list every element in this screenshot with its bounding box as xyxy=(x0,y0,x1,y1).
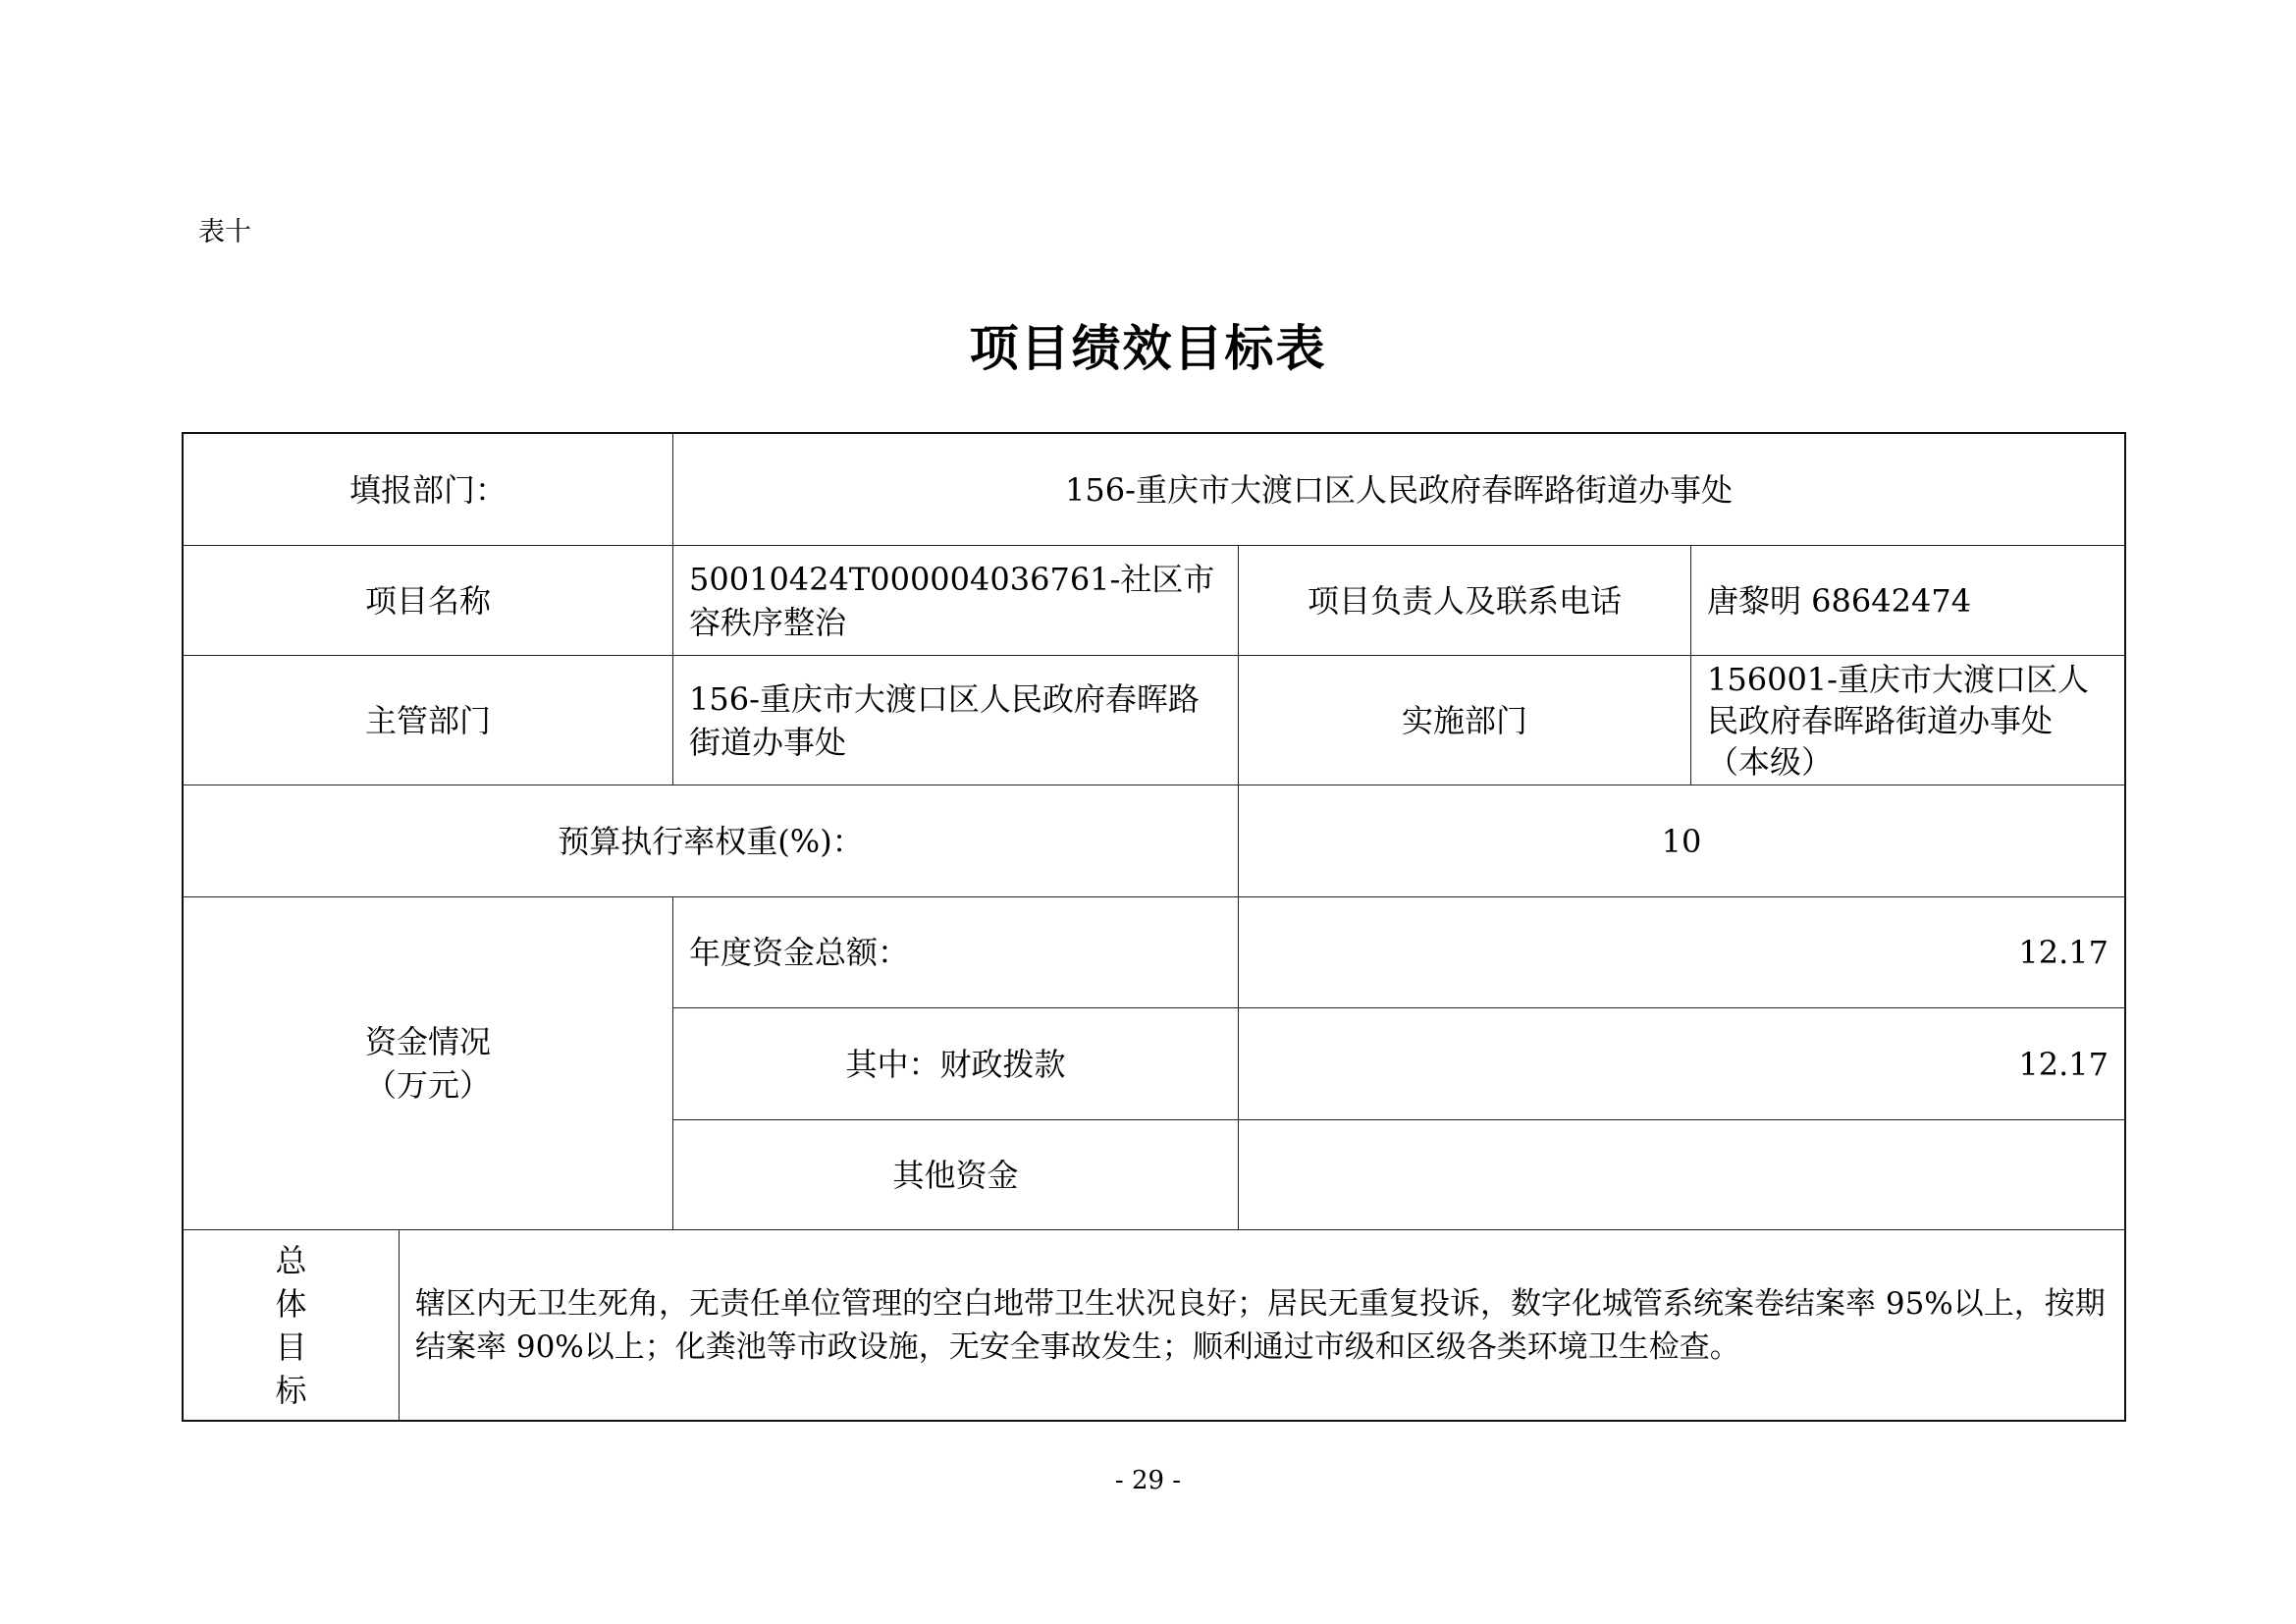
goal-label-char: 总 xyxy=(275,1242,307,1279)
overall-goal-text: 辖区内无卫生死角，无责任单位管理的空白地带卫生状况良好；居民无重复投诉，数字化城管系统案卷结案率 95%以上，按期结案率 90%以上；化粪池等市政设施，无安全事故发生；顺利通过市级和区级各类环境卫生检查。 xyxy=(399,1229,2125,1422)
implementing-dept-label: 实施部门 xyxy=(1238,655,1691,785)
goal-label-char: 标 xyxy=(275,1372,307,1409)
overall-goal-label xyxy=(183,1229,400,1422)
funds-label-line1: 资金情况 xyxy=(364,1023,491,1060)
project-name-value: 50010424T000004036761-社区市容秩序整治 xyxy=(672,545,1239,656)
other-funds-value xyxy=(1238,1119,2125,1230)
contact-label: 项目负责人及联系电话 xyxy=(1238,545,1691,656)
fiscal-label: 其中：财政拨款 xyxy=(672,1007,1239,1120)
goal-label-char: 体 xyxy=(275,1285,307,1323)
implementing-dept-value: 156001-重庆市大渡口区人民政府春晖路街道办事处（本级） xyxy=(1690,655,2125,785)
fiscal-value: 12.17 xyxy=(1238,1007,2125,1120)
budget-weight-label: 预算执行率权重(%)： xyxy=(183,785,1239,897)
reporting-dept-value: 156-重庆市大渡口区人民政府春晖路街道办事处 xyxy=(672,433,2125,546)
annual-total-label: 年度资金总额： xyxy=(672,896,1239,1008)
contact-value: 唐黎明 68642474 xyxy=(1690,545,2125,656)
funds-label-line2: （万元） xyxy=(364,1066,491,1104)
supervising-dept-label: 主管部门 xyxy=(183,655,673,785)
project-name-label: 项目名称 xyxy=(183,545,673,656)
page-title: 项目绩效目标表 xyxy=(969,319,1327,377)
goal-label-char: 目 xyxy=(275,1328,307,1366)
budget-weight-value: 10 xyxy=(1238,785,2125,897)
reporting-dept-label: 填报部门： xyxy=(183,433,673,546)
annual-total-value: 12.17 xyxy=(1238,896,2125,1008)
table-label: 表十 xyxy=(198,217,251,247)
funds-label xyxy=(183,896,673,1230)
page-number: - 29 - xyxy=(1114,1466,1182,1495)
supervising-dept-value: 156-重庆市大渡口区人民政府春晖路街道办事处 xyxy=(672,655,1239,785)
other-funds-label: 其他资金 xyxy=(672,1119,1239,1230)
